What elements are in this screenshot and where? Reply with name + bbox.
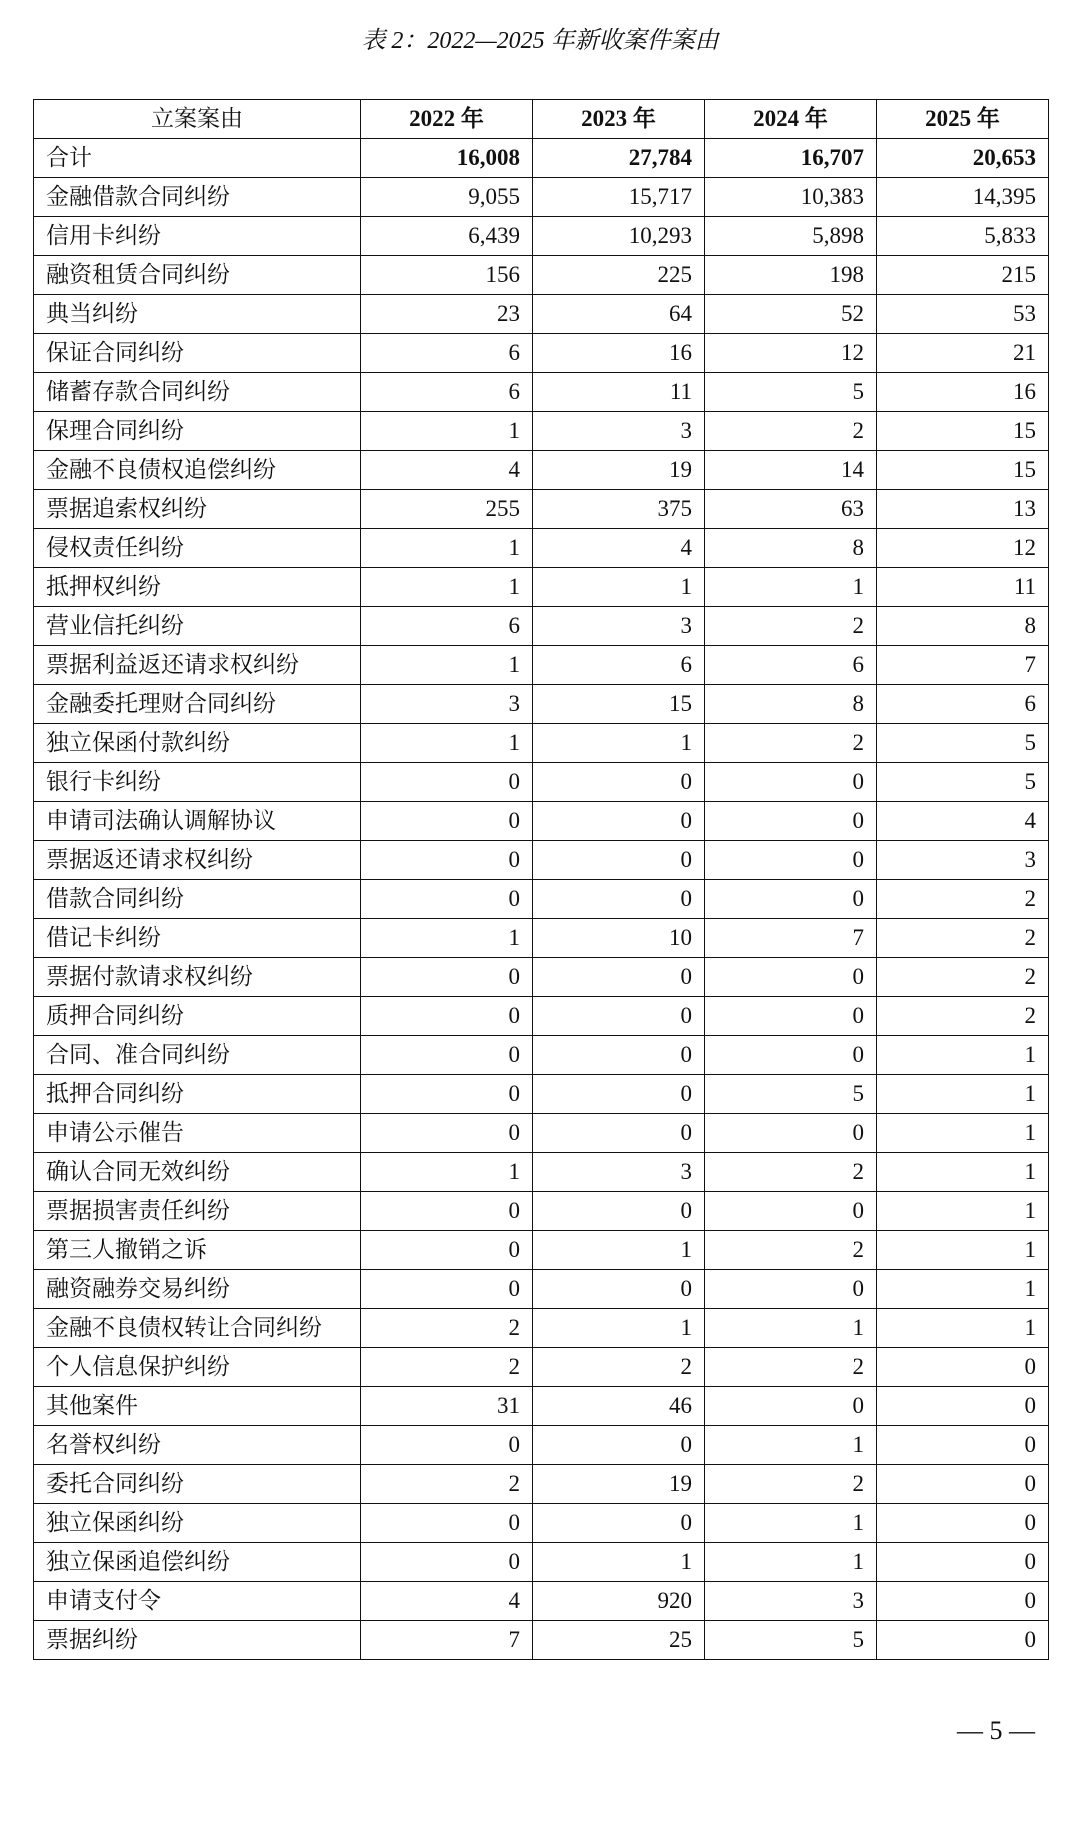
count-cell-2024: 1 (705, 1426, 877, 1465)
count-cell-2024: 2 (705, 607, 877, 646)
case-type-cell: 金融借款合同纠纷 (34, 178, 361, 217)
count-cell-2022: 0 (361, 958, 533, 997)
count-cell-2025: 2 (877, 919, 1049, 958)
count-cell-2022: 2 (361, 1348, 533, 1387)
case-type-cell: 票据付款请求权纠纷 (34, 958, 361, 997)
count-cell-2022: 0 (361, 1036, 533, 1075)
case-type-cell: 借记卡纠纷 (34, 919, 361, 958)
total-row (34, 139, 1049, 178)
count-cell-2022: 0 (361, 802, 533, 841)
count-cell-2024: 14 (705, 451, 877, 490)
count-cell-2024: 63 (705, 490, 877, 529)
count-cell-2025: 5 (877, 763, 1049, 802)
case-type-cell: 典当纠纷 (34, 295, 361, 334)
count-cell-2025: 21 (877, 334, 1049, 373)
count-cell-2025: 0 (877, 1504, 1049, 1543)
case-type-cell: 独立保函追偿纠纷 (34, 1543, 361, 1582)
count-cell-2023: 0 (533, 1270, 705, 1309)
table-row (34, 1621, 1049, 1660)
count-cell-2025: 8 (877, 607, 1049, 646)
count-cell-2023: 1 (533, 1543, 705, 1582)
count-cell-2023: 1 (533, 568, 705, 607)
table-row (34, 412, 1049, 451)
count-cell-2024: 2 (705, 1153, 877, 1192)
count-cell-2025: 14,395 (877, 178, 1049, 217)
table-row (34, 646, 1049, 685)
count-cell-2022: 6,439 (361, 217, 533, 256)
case-type-cell: 信用卡纠纷 (34, 217, 361, 256)
count-cell-2025: 0 (877, 1543, 1049, 1582)
count-cell-2023: 4 (533, 529, 705, 568)
count-cell-2025: 1 (877, 1114, 1049, 1153)
count-cell-2023: 920 (533, 1582, 705, 1621)
case-type-cell: 独立保函付款纠纷 (34, 724, 361, 763)
case-type-cell: 票据利益返还请求权纠纷 (34, 646, 361, 685)
table-row (34, 529, 1049, 568)
count-cell-2023: 3 (533, 412, 705, 451)
table-row (34, 1426, 1049, 1465)
count-cell-2024: 0 (705, 880, 877, 919)
table-row (34, 1309, 1049, 1348)
count-cell-2025: 1 (877, 1309, 1049, 1348)
count-cell-2025: 12 (877, 529, 1049, 568)
count-cell-2025: 15 (877, 412, 1049, 451)
case-type-cell: 合计 (34, 139, 361, 178)
count-cell-2024: 2 (705, 1348, 877, 1387)
count-cell-2025: 3 (877, 841, 1049, 880)
count-cell-2023: 0 (533, 997, 705, 1036)
case-type-cell: 银行卡纠纷 (34, 763, 361, 802)
case-type-cell: 第三人撤销之诉 (34, 1231, 361, 1270)
count-cell-2023: 19 (533, 451, 705, 490)
table-row (34, 685, 1049, 724)
count-cell-2022: 0 (361, 841, 533, 880)
count-cell-2023: 10,293 (533, 217, 705, 256)
count-cell-2022: 1 (361, 412, 533, 451)
count-cell-2025: 1 (877, 1075, 1049, 1114)
count-cell-2025: 0 (877, 1387, 1049, 1426)
count-cell-2022: 0 (361, 1075, 533, 1114)
count-cell-2024: 0 (705, 958, 877, 997)
table-row (34, 373, 1049, 412)
case-type-cell: 委托合同纠纷 (34, 1465, 361, 1504)
case-type-cell: 票据损害责任纠纷 (34, 1192, 361, 1231)
case-type-cell: 个人信息保护纠纷 (34, 1348, 361, 1387)
header-case-type: 立案案由 (34, 100, 361, 139)
table-row (34, 1582, 1049, 1621)
count-cell-2025: 15 (877, 451, 1049, 490)
count-cell-2022: 1 (361, 529, 533, 568)
table-row (34, 919, 1049, 958)
count-cell-2024: 2 (705, 1231, 877, 1270)
count-cell-2022: 0 (361, 997, 533, 1036)
header-row (34, 100, 1049, 139)
count-cell-2023: 0 (533, 1426, 705, 1465)
case-type-cell: 融资租赁合同纠纷 (34, 256, 361, 295)
count-cell-2023: 1 (533, 1231, 705, 1270)
count-cell-2025: 5 (877, 724, 1049, 763)
case-type-cell: 票据纠纷 (34, 1621, 361, 1660)
count-cell-2022: 4 (361, 451, 533, 490)
count-cell-2022: 2 (361, 1465, 533, 1504)
count-cell-2025: 0 (877, 1621, 1049, 1660)
case-type-cell: 保理合同纠纷 (34, 412, 361, 451)
table-row (34, 763, 1049, 802)
count-cell-2024: 5 (705, 1621, 877, 1660)
count-cell-2022: 9,055 (361, 178, 533, 217)
count-cell-2022: 4 (361, 1582, 533, 1621)
count-cell-2023: 2 (533, 1348, 705, 1387)
count-cell-2024: 0 (705, 1270, 877, 1309)
count-cell-2023: 1 (533, 1309, 705, 1348)
case-type-cell: 票据追索权纠纷 (34, 490, 361, 529)
count-cell-2024: 8 (705, 529, 877, 568)
table-row (34, 1387, 1049, 1426)
count-cell-2023: 10 (533, 919, 705, 958)
count-cell-2024: 5,898 (705, 217, 877, 256)
count-cell-2025: 11 (877, 568, 1049, 607)
case-type-cell: 融资融券交易纠纷 (34, 1270, 361, 1309)
count-cell-2023: 64 (533, 295, 705, 334)
count-cell-2023: 0 (533, 841, 705, 880)
count-cell-2022: 6 (361, 607, 533, 646)
page-number: — 5 — (957, 1716, 1035, 1745)
case-type-cell: 合同、准合同纠纷 (34, 1036, 361, 1075)
table-body (34, 139, 1049, 1660)
table-row (34, 1504, 1049, 1543)
count-cell-2023: 0 (533, 1192, 705, 1231)
count-cell-2024: 7 (705, 919, 877, 958)
count-cell-2022: 2 (361, 1309, 533, 1348)
case-type-cell: 金融不良债权追偿纠纷 (34, 451, 361, 490)
count-cell-2023: 0 (533, 880, 705, 919)
case-type-cell: 票据返还请求权纠纷 (34, 841, 361, 880)
table-row (34, 724, 1049, 763)
case-type-cell: 独立保函纠纷 (34, 1504, 361, 1543)
table-row (34, 490, 1049, 529)
count-cell-2025: 0 (877, 1465, 1049, 1504)
count-cell-2024: 0 (705, 841, 877, 880)
count-cell-2023: 46 (533, 1387, 705, 1426)
case-type-cell: 质押合同纠纷 (34, 997, 361, 1036)
count-cell-2025: 4 (877, 802, 1049, 841)
count-cell-2022: 0 (361, 1270, 533, 1309)
case-type-cell: 金融不良债权转让合同纠纷 (34, 1309, 361, 1348)
case-type-cell: 保证合同纠纷 (34, 334, 361, 373)
count-cell-2024: 10,383 (705, 178, 877, 217)
count-cell-2022: 3 (361, 685, 533, 724)
table-row (34, 256, 1049, 295)
count-cell-2025: 7 (877, 646, 1049, 685)
case-type-cell: 金融委托理财合同纠纷 (34, 685, 361, 724)
count-cell-2022: 1 (361, 724, 533, 763)
count-cell-2025: 1 (877, 1153, 1049, 1192)
count-cell-2025: 1 (877, 1270, 1049, 1309)
count-cell-2022: 1 (361, 646, 533, 685)
table-row (34, 1114, 1049, 1153)
count-cell-2025: 13 (877, 490, 1049, 529)
case-type-cell: 抵押合同纠纷 (34, 1075, 361, 1114)
case-type-cell: 营业信托纠纷 (34, 607, 361, 646)
count-cell-2024: 0 (705, 763, 877, 802)
table-row (34, 1231, 1049, 1270)
count-cell-2024: 5 (705, 373, 877, 412)
count-cell-2025: 20,653 (877, 139, 1049, 178)
table-row (34, 1270, 1049, 1309)
count-cell-2022: 156 (361, 256, 533, 295)
count-cell-2025: 215 (877, 256, 1049, 295)
count-cell-2025: 2 (877, 997, 1049, 1036)
count-cell-2023: 27,784 (533, 139, 705, 178)
count-cell-2024: 0 (705, 1114, 877, 1153)
header-2022: 2022 年 (361, 100, 533, 139)
count-cell-2022: 0 (361, 1231, 533, 1270)
count-cell-2024: 12 (705, 334, 877, 373)
count-cell-2023: 11 (533, 373, 705, 412)
case-type-cell: 申请公示催告 (34, 1114, 361, 1153)
count-cell-2023: 3 (533, 1153, 705, 1192)
table-row (34, 568, 1049, 607)
count-cell-2025: 2 (877, 880, 1049, 919)
case-type-cell: 侵权责任纠纷 (34, 529, 361, 568)
count-cell-2024: 1 (705, 568, 877, 607)
table-row (34, 295, 1049, 334)
count-cell-2025: 2 (877, 958, 1049, 997)
count-cell-2025: 0 (877, 1582, 1049, 1621)
count-cell-2022: 7 (361, 1621, 533, 1660)
count-cell-2022: 255 (361, 490, 533, 529)
count-cell-2025: 53 (877, 295, 1049, 334)
count-cell-2025: 1 (877, 1231, 1049, 1270)
count-cell-2023: 25 (533, 1621, 705, 1660)
count-cell-2023: 15 (533, 685, 705, 724)
case-type-cell: 申请支付令 (34, 1582, 361, 1621)
count-cell-2023: 0 (533, 1504, 705, 1543)
count-cell-2023: 0 (533, 958, 705, 997)
count-cell-2023: 0 (533, 1075, 705, 1114)
table-row (34, 217, 1049, 256)
count-cell-2024: 6 (705, 646, 877, 685)
table-row (34, 880, 1049, 919)
case-type-cell: 申请司法确认调解协议 (34, 802, 361, 841)
count-cell-2022: 0 (361, 1426, 533, 1465)
table-row (34, 1075, 1049, 1114)
table-row (34, 958, 1049, 997)
count-cell-2024: 1 (705, 1543, 877, 1582)
count-cell-2022: 1 (361, 1153, 533, 1192)
table-row (34, 1036, 1049, 1075)
count-cell-2022: 0 (361, 1504, 533, 1543)
header-2024: 2024 年 (705, 100, 877, 139)
count-cell-2024: 0 (705, 1036, 877, 1075)
table-row (34, 1153, 1049, 1192)
case-table (33, 99, 1049, 1660)
count-cell-2024: 52 (705, 295, 877, 334)
count-cell-2023: 6 (533, 646, 705, 685)
count-cell-2024: 2 (705, 1465, 877, 1504)
count-cell-2024: 8 (705, 685, 877, 724)
case-type-cell: 抵押权纠纷 (34, 568, 361, 607)
case-type-cell: 借款合同纠纷 (34, 880, 361, 919)
count-cell-2024: 3 (705, 1582, 877, 1621)
count-cell-2023: 16 (533, 334, 705, 373)
count-cell-2022: 23 (361, 295, 533, 334)
table-row (34, 1543, 1049, 1582)
count-cell-2023: 15,717 (533, 178, 705, 217)
count-cell-2024: 0 (705, 997, 877, 1036)
count-cell-2022: 31 (361, 1387, 533, 1426)
count-cell-2024: 0 (705, 802, 877, 841)
count-cell-2023: 375 (533, 490, 705, 529)
count-cell-2024: 198 (705, 256, 877, 295)
count-cell-2022: 0 (361, 763, 533, 802)
table-row (34, 451, 1049, 490)
count-cell-2025: 0 (877, 1348, 1049, 1387)
count-cell-2024: 1 (705, 1309, 877, 1348)
count-cell-2025: 16 (877, 373, 1049, 412)
table-row (34, 841, 1049, 880)
case-type-cell: 储蓄存款合同纠纷 (34, 373, 361, 412)
count-cell-2024: 2 (705, 412, 877, 451)
count-cell-2023: 225 (533, 256, 705, 295)
count-cell-2025: 6 (877, 685, 1049, 724)
table-header (34, 100, 1049, 139)
table-row (34, 178, 1049, 217)
count-cell-2024: 0 (705, 1387, 877, 1426)
count-cell-2023: 0 (533, 1036, 705, 1075)
count-cell-2023: 0 (533, 802, 705, 841)
count-cell-2022: 1 (361, 568, 533, 607)
count-cell-2022: 0 (361, 880, 533, 919)
count-cell-2023: 1 (533, 724, 705, 763)
table-row (34, 1192, 1049, 1231)
header-2023: 2023 年 (533, 100, 705, 139)
case-type-cell: 其他案件 (34, 1387, 361, 1426)
count-cell-2025: 1 (877, 1036, 1049, 1075)
table-row (34, 997, 1049, 1036)
count-cell-2024: 0 (705, 1192, 877, 1231)
count-cell-2023: 3 (533, 607, 705, 646)
table-row (34, 1465, 1049, 1504)
count-cell-2022: 0 (361, 1114, 533, 1153)
count-cell-2022: 1 (361, 919, 533, 958)
count-cell-2025: 1 (877, 1192, 1049, 1231)
count-cell-2024: 16,707 (705, 139, 877, 178)
count-cell-2022: 6 (361, 334, 533, 373)
count-cell-2022: 16,008 (361, 139, 533, 178)
count-cell-2022: 0 (361, 1192, 533, 1231)
count-cell-2022: 6 (361, 373, 533, 412)
count-cell-2022: 0 (361, 1543, 533, 1582)
count-cell-2024: 5 (705, 1075, 877, 1114)
table-row (34, 802, 1049, 841)
count-cell-2024: 1 (705, 1504, 877, 1543)
count-cell-2023: 0 (533, 763, 705, 802)
table-row (34, 1348, 1049, 1387)
header-2025: 2025 年 (877, 100, 1049, 139)
count-cell-2025: 5,833 (877, 217, 1049, 256)
table-row (34, 334, 1049, 373)
count-cell-2023: 19 (533, 1465, 705, 1504)
count-cell-2023: 0 (533, 1114, 705, 1153)
count-cell-2024: 2 (705, 724, 877, 763)
count-cell-2025: 0 (877, 1426, 1049, 1465)
case-type-cell: 确认合同无效纠纷 (34, 1153, 361, 1192)
table-row (34, 607, 1049, 646)
table-title: 表 2：2022—2025 年新收案件案由 (361, 28, 719, 54)
case-type-cell: 名誉权纠纷 (34, 1426, 361, 1465)
